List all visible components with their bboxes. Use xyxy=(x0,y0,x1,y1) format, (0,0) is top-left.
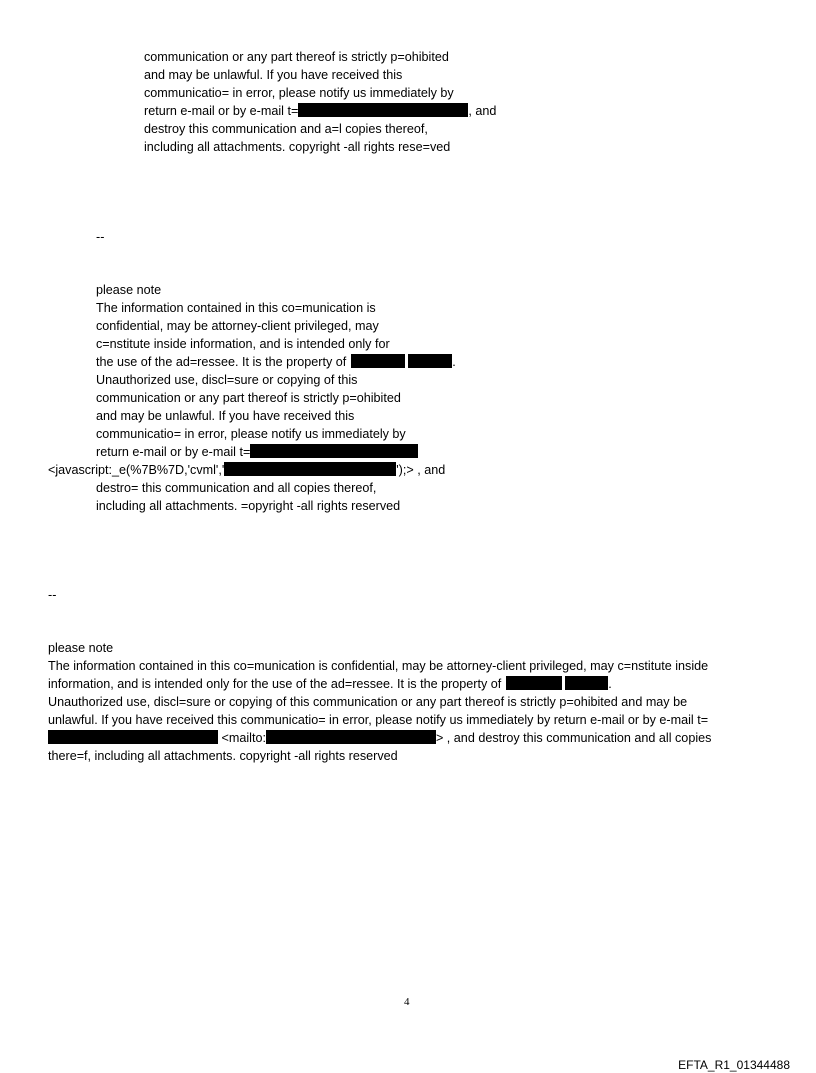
text-line xyxy=(96,353,456,371)
disclaimer-block-1 xyxy=(144,48,496,156)
separator: -- xyxy=(96,230,105,244)
text-fragment: return e-mail or by e-mail t= xyxy=(96,445,251,459)
redaction-bar xyxy=(506,676,562,690)
text-fragment: information, and is intended only for the use of the ad=ressee. It is the property of xyxy=(48,677,502,691)
redaction-bar xyxy=(351,354,405,368)
redaction-bar xyxy=(408,354,452,368)
text-fragment: ');> , and xyxy=(396,463,446,477)
text-fragment: return e-mail or by e-mail t= xyxy=(144,104,299,118)
text-fragment: . xyxy=(608,677,612,691)
text-line: there=f, including all attachments. copyright -all rights reserved xyxy=(48,749,398,763)
text-line: destroy this communication and a=l copies thereof, xyxy=(144,122,428,136)
section-heading: please note xyxy=(96,283,162,297)
redaction-bar xyxy=(266,730,436,744)
text-line: Unauthorized use, discl=sure or copying of this xyxy=(96,373,358,387)
text-line: communicatio= in error, please notify us immediately by xyxy=(144,86,454,100)
redaction-bar xyxy=(48,730,218,744)
text-line: communication or any part thereof is strictly p=ohibited xyxy=(96,391,401,405)
text-line: Unauthorized use, discl=sure or copying of this communication or any part thereof is strictly p=ohibited and may be xyxy=(48,695,688,709)
section-heading: please note xyxy=(48,641,114,655)
redaction-bar xyxy=(565,676,608,690)
text-line xyxy=(48,461,456,479)
text-line xyxy=(48,729,711,747)
page-number: 4 xyxy=(404,996,410,1008)
text-line xyxy=(48,675,711,693)
redaction-bar xyxy=(298,103,468,117)
text-fragment: the use of the ad=ressee. It is the property of xyxy=(96,355,347,369)
redaction-bar xyxy=(224,462,396,476)
text-line: c=nstitute inside information, and is intended only for xyxy=(96,337,390,351)
text-line: communicatio= in error, please notify us immediately by xyxy=(96,427,406,441)
text-line: confidential, may be attorney-client privileged, may xyxy=(96,319,379,333)
redaction-bar xyxy=(250,444,418,458)
separator: -- xyxy=(48,588,57,602)
disclaimer-block-2 xyxy=(48,281,456,515)
text-line: The information contained in this co=munication is xyxy=(96,301,376,315)
text-line: including all attachments. =opyright -all rights reserved xyxy=(96,499,401,513)
text-line: unlawful. If you have received this communicatio= in error, please notify us immediately by return e-mail or by e-mail t= xyxy=(48,713,709,727)
text-fragment: > , and destroy this communication and all copies xyxy=(435,731,712,745)
text-line xyxy=(96,443,456,461)
text-line: The information contained in this co=munication is confidential, may be attorney-client privileged, may c=nstitute inside xyxy=(48,659,709,673)
text-line xyxy=(144,102,496,120)
text-line: and may be unlawful. If you have received this xyxy=(144,68,403,82)
text-fragment: <javascript:_e(%7B%7D,'cvml',' xyxy=(48,463,225,477)
disclaimer-block-3 xyxy=(48,639,711,765)
text-line: including all attachments. copyright -all rights rese=ved xyxy=(144,140,451,154)
text-line: destro= this communication and all copies thereof, xyxy=(96,481,377,495)
text-line: and may be unlawful. If you have received this xyxy=(96,409,355,423)
document-id: EFTA_R1_01344488 xyxy=(678,1058,790,1072)
text-fragment: <mailto: xyxy=(221,731,266,745)
text-fragment: . xyxy=(452,355,456,369)
text-fragment: , and xyxy=(468,104,497,118)
text-line: communication or any part thereof is strictly p=ohibited xyxy=(144,50,449,64)
